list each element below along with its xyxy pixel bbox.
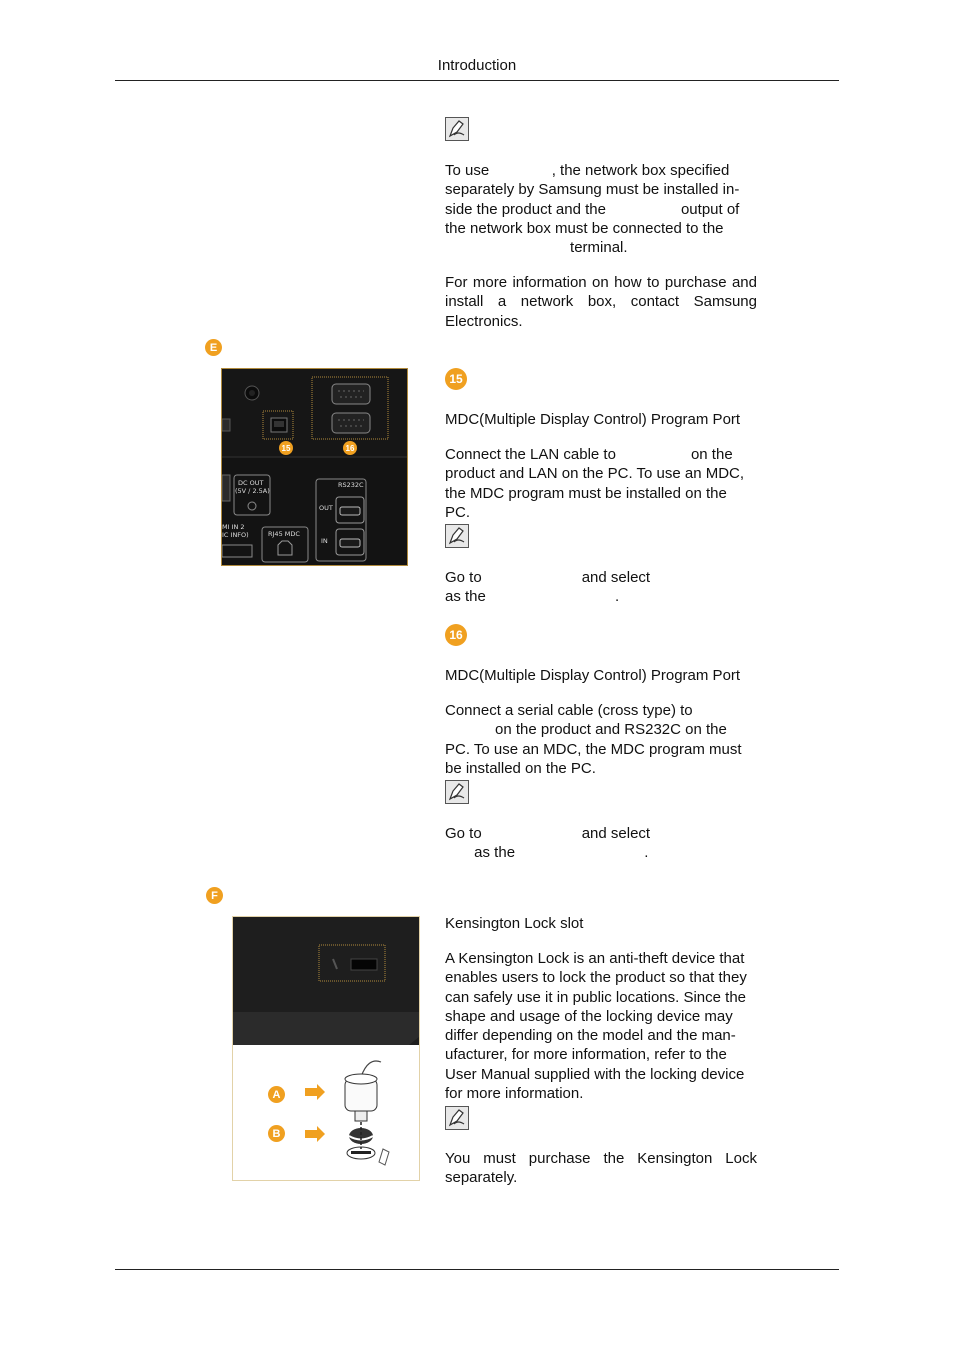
port-15-note-line: Go to and select — [445, 569, 651, 586]
page-header-title: Introduction — [437, 57, 517, 74]
note-line: the network box must be connected to the — [445, 219, 724, 237]
panel-badge-15: 15 — [279, 441, 293, 455]
kensington-line: shape and usage of the locking device may — [445, 1007, 733, 1025]
port-16-line: PC. To use an MDC, the MDC program must — [445, 740, 742, 758]
section-f-badge: F — [206, 887, 223, 904]
rear-panel-photo — [221, 368, 408, 566]
kensington-line: enables users to lock the product so that they — [445, 969, 747, 987]
port-16-title: MDC(Multiple Display Control) Program Port — [445, 667, 741, 684]
kensington-drawing — [233, 917, 419, 1180]
rear-panel-drawing — [222, 369, 407, 565]
step-b-badge: B — [268, 1125, 285, 1142]
network-box-purchase-info: For more information on how to purchase and install a network box, contact Samsung Electronics. — [445, 274, 757, 330]
port-15-note-line: as the . — [445, 588, 620, 606]
kensington-line: ufacturer, for more information, refer to the — [445, 1046, 727, 1064]
port-16-line: be installed on the PC. — [445, 759, 596, 777]
step-a-badge: A — [268, 1086, 285, 1103]
hdmi-info-label: IC INFO) — [222, 531, 249, 539]
port-15-description — [445, 445, 757, 522]
note-line: terminal. — [445, 239, 628, 257]
port-15-title: MDC(Multiple Display Control) Program Port — [445, 411, 741, 428]
port-16-description — [445, 701, 757, 778]
port-15-line: Connect the LAN cable to on the — [445, 446, 733, 463]
port-16-note-line: as the . — [445, 844, 649, 862]
header-divider — [115, 80, 839, 81]
note-pencil-icon — [445, 524, 469, 548]
note-pencil-icon — [445, 1106, 469, 1130]
kensington-line: User Manual supplied with the locking device — [445, 1065, 745, 1083]
port-15-note — [445, 568, 757, 607]
kensington-line: differ depending on the model and the man- — [445, 1027, 736, 1045]
kensington-line: A Kensington Lock is an anti-theft device that — [445, 950, 745, 967]
note-pencil-icon — [445, 780, 469, 804]
note-line: To use , the network box specified — [445, 162, 730, 179]
port-15-line: PC. — [445, 503, 471, 521]
hdmi-in-label: MI IN 2 — [222, 523, 245, 531]
port-16-line: on the product and RS232C on the — [445, 721, 727, 739]
footer-divider — [115, 1269, 839, 1270]
dc-out-spec-label: (5V / 2.5A) — [235, 487, 270, 495]
port-16-note-line: Go to and select — [445, 825, 651, 842]
port-15-line: product and LAN on the PC. To use an MDC, — [445, 465, 745, 483]
kensington-description — [445, 949, 757, 1103]
kensington-line: can safely use it in public locations. Since the — [445, 988, 747, 1006]
kensington-line: for more information. — [445, 1085, 584, 1103]
note-pencil-icon — [445, 117, 469, 141]
port-16-line: Connect a serial cable (cross type) to — [445, 702, 693, 719]
dc-out-label: DC OUT — [238, 479, 264, 487]
port-16-note — [445, 824, 757, 863]
section-e-badge: E — [205, 339, 222, 356]
rj45-mdc-label: RJ45 MDC — [268, 530, 300, 538]
kensington-lock-photo — [232, 916, 420, 1181]
panel-badge-16: 16 — [343, 441, 357, 455]
rs232c-in-label: IN — [321, 537, 328, 545]
rs232c-label: RS232C — [338, 481, 364, 489]
network-box-note — [445, 161, 757, 257]
note-line: side the product and the output of — [445, 200, 740, 218]
kensington-title: Kensington Lock slot — [445, 915, 584, 932]
rs232c-out-label: OUT — [319, 504, 333, 512]
port-15-badge: 15 — [445, 368, 467, 390]
port-16-badge: 16 — [445, 624, 467, 646]
port-15-line: the MDC program must be installed on the — [445, 484, 727, 502]
note-line: separately by Samsung must be installed in- — [445, 181, 740, 199]
kensington-purchase-note: You must purchase the Kensington Lock separately. — [445, 1150, 757, 1187]
